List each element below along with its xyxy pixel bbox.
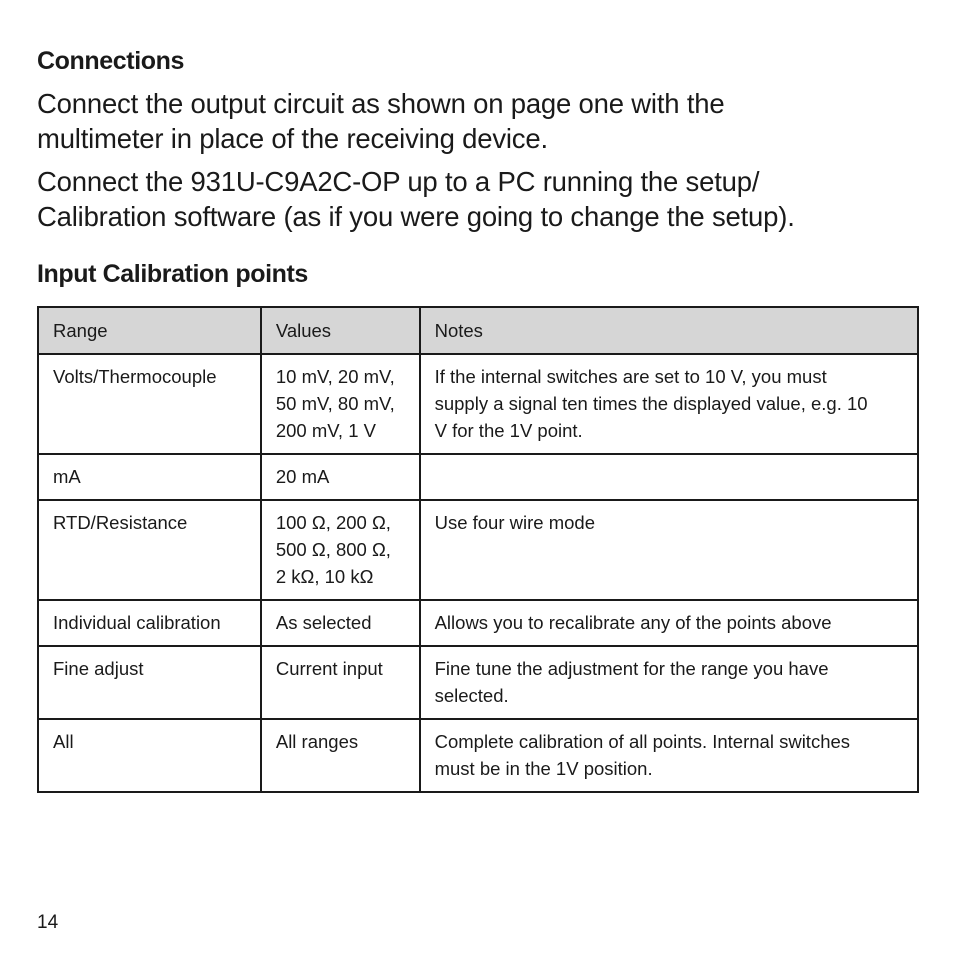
table-row <box>38 646 918 719</box>
table-row <box>38 719 918 792</box>
table-header-row <box>38 307 918 354</box>
cell-range: Fine adjust <box>38 646 261 719</box>
calibration-table <box>37 306 919 793</box>
calibration-heading: Input Calibration points <box>37 260 308 288</box>
cell-notes: If the internal switches are set to 10 V, you must supply a signal ten times the displayed value, e.g. 10 V for the 1V point. <box>420 354 918 454</box>
cell-notes <box>420 454 918 500</box>
cell-range: All <box>38 719 261 792</box>
table-row <box>38 454 918 500</box>
cell-notes: Fine tune the adjustment for the range you have selected. <box>420 646 918 719</box>
cell-values: All ranges <box>261 719 420 792</box>
table-row <box>38 600 918 646</box>
cell-values: 10 mV, 20 mV, 50 mV, 80 mV, 200 mV, 1 V <box>261 354 420 454</box>
connections-paragraph-1: Connect the output circuit as shown on page one with the multimeter in place of the receiving device. <box>37 88 725 154</box>
cell-notes: Complete calibration of all points. Internal switches must be in the 1V position. <box>420 719 918 792</box>
cell-values: Current input <box>261 646 420 719</box>
header-range: Range <box>38 307 261 354</box>
header-notes: Notes <box>420 307 918 354</box>
header-values: Values <box>261 307 420 354</box>
cell-values: 100 Ω, 200 Ω, 500 Ω, 800 Ω, 2 kΩ, 10 kΩ <box>261 500 420 600</box>
connections-heading: Connections <box>37 47 184 75</box>
page-number: 14 <box>37 912 59 933</box>
cell-values: 20 mA <box>261 454 420 500</box>
cell-notes: Allows you to recalibrate any of the points above <box>420 600 918 646</box>
cell-values: As selected <box>261 600 420 646</box>
table-row <box>38 500 918 600</box>
cell-notes: Use four wire mode <box>420 500 918 600</box>
cell-range: RTD/Resistance <box>38 500 261 600</box>
cell-range: Individual calibration <box>38 600 261 646</box>
cell-range: Volts/Thermocouple <box>38 354 261 454</box>
connections-paragraph-2: Connect the 931U-C9A2C-OP up to a PC running the setup/ Calibration software (as if you were going to change the setup). <box>37 166 795 232</box>
table-row <box>38 354 918 454</box>
cell-range: mA <box>38 454 261 500</box>
